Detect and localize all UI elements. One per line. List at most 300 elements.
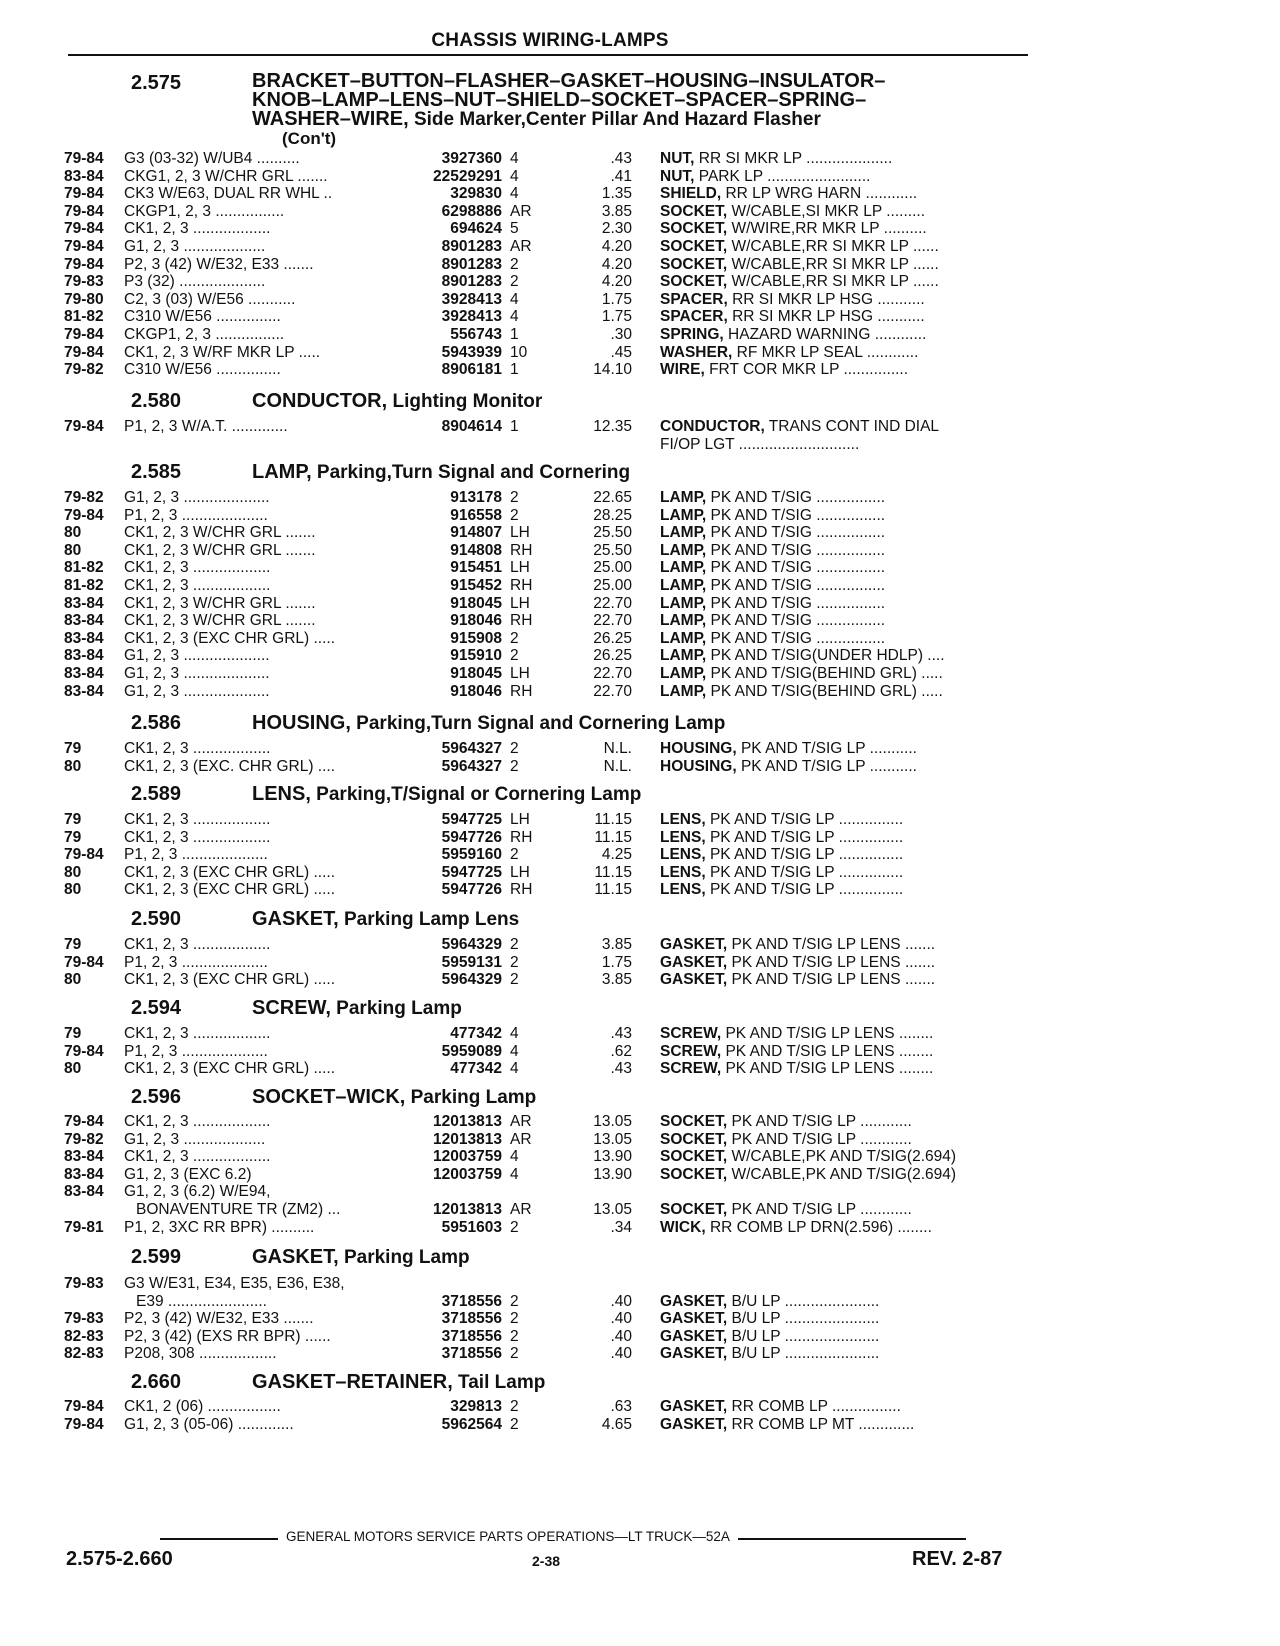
part-desc: PK AND T/SIG LP LENS ........ xyxy=(721,1025,934,1042)
revision: REV. 2-87 xyxy=(912,1548,1003,1570)
price: 25.50 xyxy=(593,524,632,542)
usage: G1, 2, 3 ................... xyxy=(124,238,266,255)
part-number: 329830 xyxy=(450,185,502,203)
price: .43 xyxy=(610,150,632,167)
list-item xyxy=(0,256,1280,274)
model-years: 81-82 xyxy=(64,308,104,326)
part-desc: B/U LP ...................... xyxy=(727,1292,880,1310)
section-title-bold: GASKET–RETAINER, xyxy=(252,1371,453,1393)
part-number: 477342 xyxy=(450,1060,502,1078)
price: 22.70 xyxy=(593,594,632,612)
quantity: 2 xyxy=(510,1345,519,1363)
part-name: SOCKET, xyxy=(660,273,728,291)
usage: CK1, 2, 3 .................. xyxy=(124,828,271,846)
footer-org: GENERAL MOTORS SERVICE PARTS OPERATIONS—LT TRUCK—52A xyxy=(286,1529,730,1544)
quantity: 5 xyxy=(510,220,519,238)
usage: P1, 2, 3 .................... xyxy=(124,1042,268,1060)
description xyxy=(660,1201,1020,1219)
section-title-desc: Parking Lamp Lens xyxy=(338,909,520,930)
description xyxy=(660,1166,1020,1184)
description xyxy=(660,881,1020,899)
part-name: SOCKET, xyxy=(660,1200,728,1218)
model-years: 80 xyxy=(64,757,82,775)
list-item xyxy=(0,846,1280,864)
price: 1.75 xyxy=(601,290,632,308)
part-name: GASKET, xyxy=(660,1327,728,1345)
section-title xyxy=(252,461,630,484)
model-years: 79-82 xyxy=(64,361,104,379)
part-name: GASKET, xyxy=(660,1415,728,1433)
part-name: SPACER, xyxy=(660,290,728,308)
part-desc: RR SI MKR LP HSG ........... xyxy=(727,308,925,326)
quantity: RH xyxy=(510,612,533,630)
part-desc: RR COMB LP MT ............. xyxy=(727,1415,915,1433)
section-title-bold: GASKET, xyxy=(252,908,339,930)
description xyxy=(660,612,1020,630)
part-name: CONDUCTOR, xyxy=(660,418,765,435)
usage: C310 W/E56 ............... xyxy=(124,308,281,326)
usage: P2, 3 (42) W/E32, E33 ....... xyxy=(124,1310,314,1327)
price: 14.10 xyxy=(593,361,632,379)
price: 13.05 xyxy=(593,1200,632,1218)
part-desc: RF MKR LP SEAL ............ xyxy=(732,343,919,361)
part-number: 8901283 xyxy=(441,238,502,255)
description xyxy=(660,577,1020,595)
part-name: SOCKET, xyxy=(660,238,728,255)
part-name: SOCKET, xyxy=(660,1113,728,1130)
section-title-desc: Parking Lamp xyxy=(405,1087,537,1108)
part-name: SOCKET, xyxy=(660,255,728,273)
quantity: 1 xyxy=(510,361,519,379)
model-years: 79-81 xyxy=(64,1219,104,1236)
list-item xyxy=(0,881,1280,899)
part-desc: PK AND T/SIG LP LENS ....... xyxy=(727,971,936,989)
quantity: 2 xyxy=(510,740,519,757)
quantity: 2 xyxy=(510,273,519,291)
part-name: WICK, xyxy=(660,1219,706,1236)
model-years: 79-84 xyxy=(64,1415,104,1433)
usage: BONAVENTURE TR (ZM2) ... xyxy=(136,1200,341,1218)
part-name: LAMP, xyxy=(660,524,707,542)
quantity: 2 xyxy=(510,971,519,989)
quantity: 2 xyxy=(510,629,519,647)
list-item xyxy=(0,577,1280,595)
model-years: 79-84 xyxy=(64,1042,104,1060)
list-item xyxy=(0,595,1280,613)
description xyxy=(660,273,1020,291)
usage: G1, 2, 3 .................... xyxy=(124,647,270,665)
part-desc: PK AND T/SIG(BEHIND GRL) ..... xyxy=(706,682,943,700)
list-item xyxy=(0,1060,1280,1078)
model-years: 82-83 xyxy=(64,1327,104,1345)
part-name: LENS, xyxy=(660,846,706,864)
section-number: 2.599 xyxy=(131,1246,182,1268)
quantity: 1 xyxy=(510,326,519,343)
part-number: 3718556 xyxy=(441,1327,502,1345)
model-years: 79-84 xyxy=(64,953,104,971)
header-rule xyxy=(68,54,1028,56)
part-desc: PK AND T/SIG ................ xyxy=(706,506,886,524)
description xyxy=(660,185,1020,203)
list-item xyxy=(0,1113,1280,1131)
part-number: 5962564 xyxy=(441,1415,502,1433)
part-number: 916558 xyxy=(450,506,502,524)
model-years: 83-84 xyxy=(64,647,104,665)
model-years: 79 xyxy=(64,828,82,846)
price: 12.35 xyxy=(593,418,632,435)
usage: CK1, 2, 3 .................. xyxy=(124,577,271,594)
quantity: 2 xyxy=(510,1415,519,1433)
model-years: 79 xyxy=(64,936,82,953)
price: 13.90 xyxy=(593,1148,632,1166)
part-desc: PK AND T/SIG ................ xyxy=(706,612,886,630)
price: 4.65 xyxy=(601,1415,632,1433)
part-desc: PK AND T/SIG LP ............... xyxy=(705,828,904,846)
price: .30 xyxy=(610,326,632,343)
model-years: 80 xyxy=(64,971,82,989)
list-item xyxy=(0,203,1280,221)
description xyxy=(660,308,1020,326)
part-desc: PK AND T/SIG LP ............ xyxy=(727,1113,912,1130)
description xyxy=(660,1025,1020,1043)
price: .45 xyxy=(610,343,632,361)
model-years: 79 xyxy=(64,1025,82,1042)
price: .63 xyxy=(610,1398,632,1415)
footer-range: 2.575-2.660 xyxy=(66,1548,173,1570)
quantity: 4 xyxy=(510,1042,519,1060)
section-title-desc: Lighting Monitor xyxy=(387,391,543,412)
part-desc: PK AND T/SIG ................ xyxy=(706,489,886,506)
part-desc: B/U LP ...................... xyxy=(727,1345,880,1363)
list-item xyxy=(0,1328,1280,1346)
list-item xyxy=(0,1131,1280,1149)
part-number: 5947725 xyxy=(441,863,502,881)
section-title-bold: LENS, xyxy=(252,783,311,805)
part-name: NUT, xyxy=(660,150,695,167)
section-number: 2.575 xyxy=(131,72,182,94)
description xyxy=(660,647,1020,665)
part-name: GASKET, xyxy=(660,1345,728,1363)
price: 3.85 xyxy=(601,971,632,989)
part-name: GASKET, xyxy=(660,1310,728,1327)
list-item xyxy=(0,542,1280,560)
part-number: 915451 xyxy=(450,559,502,577)
usage: P1, 2, 3 .................... xyxy=(124,953,268,971)
model-years: 79-83 xyxy=(64,273,104,291)
section-title-bold: SOCKET–WICK, xyxy=(252,1086,406,1108)
usage: C310 W/E56 ............... xyxy=(124,361,281,379)
price: 13.90 xyxy=(593,1165,632,1183)
part-name: LENS, xyxy=(660,828,706,846)
part-name: LAMP, xyxy=(660,541,707,559)
list-item xyxy=(0,418,1280,436)
part-number: 5951603 xyxy=(441,1219,502,1236)
list-item xyxy=(0,238,1280,256)
quantity: LH xyxy=(510,559,530,577)
description xyxy=(660,150,1020,168)
model-years: 79-84 xyxy=(64,506,104,524)
list-item xyxy=(0,936,1280,954)
model-years: 83-84 xyxy=(64,612,104,630)
model-years: 79-84 xyxy=(64,220,104,238)
part-name: WIRE, xyxy=(660,361,705,379)
description xyxy=(660,238,1020,256)
price: .41 xyxy=(610,167,632,185)
list-item xyxy=(0,954,1280,972)
model-years: 79-82 xyxy=(64,489,104,506)
quantity: 4 xyxy=(510,1165,519,1183)
price: 4.20 xyxy=(601,273,632,291)
quantity: 4 xyxy=(510,150,519,167)
quantity: 1 xyxy=(510,418,519,435)
description xyxy=(660,361,1020,379)
description xyxy=(660,559,1020,577)
part-name: LAMP, xyxy=(660,647,707,665)
model-years: 83-84 xyxy=(64,167,104,185)
model-years: 79 xyxy=(64,740,82,757)
list-item xyxy=(0,524,1280,542)
part-number: 3928413 xyxy=(441,290,502,308)
part-number: 5959131 xyxy=(441,953,502,971)
model-years: 82-83 xyxy=(64,1345,104,1363)
section-title-desc: Parking,T/Signal or Cornering Lamp xyxy=(310,784,642,805)
section-number: 2.585 xyxy=(131,461,182,483)
part-number: 5947725 xyxy=(441,811,502,828)
price: .43 xyxy=(610,1025,632,1042)
description xyxy=(660,489,1020,507)
part-number: 3928413 xyxy=(441,308,502,326)
model-years: 83-84 xyxy=(64,1183,104,1200)
section-title-desc: Parking Lamp xyxy=(338,1247,470,1268)
part-number: 8901283 xyxy=(441,255,502,273)
section-number: 2.596 xyxy=(131,1086,182,1108)
section-title xyxy=(252,997,462,1020)
price: .40 xyxy=(610,1310,632,1327)
part-desc: PK AND T/SIG LP ........... xyxy=(736,757,917,775)
usage: G1, 2, 3 .................... xyxy=(124,489,270,506)
part-name: GASKET, xyxy=(660,936,728,953)
part-desc: W/CABLE,SI MKR LP ......... xyxy=(727,202,926,220)
list-item xyxy=(0,971,1280,989)
part-name: SOCKET, xyxy=(660,1148,728,1166)
part-number: 915910 xyxy=(450,647,502,665)
part-desc: RR LP WRG HARN ............ xyxy=(721,185,918,203)
part-desc: W/WIRE,RR MKR LP .......... xyxy=(727,220,927,238)
part-desc: B/U LP ...................... xyxy=(727,1327,880,1345)
description xyxy=(660,683,1020,701)
price: 26.25 xyxy=(593,629,632,647)
part-desc: RR SI MKR LP .................... xyxy=(694,150,893,167)
model-years: 79-83 xyxy=(64,1275,104,1292)
section-heading-2575 xyxy=(252,72,952,148)
list-item xyxy=(0,1345,1280,1363)
list-item xyxy=(0,326,1280,344)
part-number: 3718556 xyxy=(441,1292,502,1310)
heading-bold: WASHER–WIRE, xyxy=(252,108,409,130)
list-item xyxy=(0,489,1280,507)
part-name: LENS, xyxy=(660,863,706,881)
section-title xyxy=(252,1086,536,1109)
model-years: 79-84 xyxy=(64,202,104,220)
model-years: 80 xyxy=(64,881,82,899)
part-number: 5959160 xyxy=(441,846,502,864)
usage: CK1, 2, 3 .................. xyxy=(124,1025,271,1042)
footer-org-line xyxy=(0,1529,1280,1547)
usage: C2, 3 (03) W/E56 ........... xyxy=(124,290,296,308)
part-number: 3927360 xyxy=(441,150,502,167)
part-desc: PK AND T/SIG LP ............... xyxy=(705,881,904,899)
part-number: 5947726 xyxy=(441,828,502,846)
usage: CK1, 2, 3 .................. xyxy=(124,936,271,953)
description xyxy=(660,811,1020,829)
part-number: 913178 xyxy=(450,489,502,506)
price: 4.25 xyxy=(601,846,632,864)
part-desc: PK AND T/SIG ................ xyxy=(706,594,886,612)
model-years: 81-82 xyxy=(64,559,104,577)
description xyxy=(660,1219,1020,1237)
section-title xyxy=(252,908,519,931)
quantity: 10 xyxy=(510,343,528,361)
list-item xyxy=(0,559,1280,577)
quantity: RH xyxy=(510,881,533,899)
list-item xyxy=(0,740,1280,758)
section-title-desc: Parking,Turn Signal and Cornering xyxy=(311,462,631,483)
section-number: 2.660 xyxy=(131,1371,182,1393)
part-number: 914808 xyxy=(450,541,502,559)
list-item-continued xyxy=(0,1293,1280,1311)
section-number: 2.589 xyxy=(131,783,182,805)
list-item xyxy=(0,665,1280,683)
page-number: 2-38 xyxy=(532,1553,561,1569)
quantity: 4 xyxy=(510,1148,519,1166)
quantity: RH xyxy=(510,828,533,846)
model-years: 79-84 xyxy=(64,238,104,255)
part-number: 5964327 xyxy=(441,740,502,757)
part-name: LAMP, xyxy=(660,612,707,630)
part-number: 477342 xyxy=(450,1025,502,1042)
section-title-bold: SCREW, xyxy=(252,997,331,1019)
part-number: 915908 xyxy=(450,629,502,647)
price: 11.15 xyxy=(594,828,632,846)
part-number: 12013813 xyxy=(433,1130,502,1148)
part-number: 329813 xyxy=(450,1398,502,1415)
part-name: LENS, xyxy=(660,881,706,899)
price: 22.65 xyxy=(593,489,632,506)
heading-desc: Side Marker,Center Pillar And Hazard Flasher xyxy=(408,109,821,130)
price: N.L. xyxy=(603,757,632,775)
part-number: 12003759 xyxy=(433,1148,502,1166)
section-title-desc: Tail Lamp xyxy=(452,1372,546,1393)
quantity: 2 xyxy=(510,1398,519,1415)
quantity: 2 xyxy=(510,1310,519,1327)
usage: CK1, 2, 3 .................. xyxy=(124,559,271,577)
section-number: 2.594 xyxy=(131,997,182,1019)
list-item xyxy=(0,1219,1280,1237)
part-name: LAMP, xyxy=(660,629,707,647)
part-name: LENS, xyxy=(660,811,706,828)
section-title xyxy=(252,1246,470,1269)
price: 25.50 xyxy=(593,541,632,559)
part-desc: PK AND T/SIG ................ xyxy=(706,541,886,559)
quantity: LH xyxy=(510,863,530,881)
usage: G1, 2, 3 (05-06) ............. xyxy=(124,1415,294,1433)
usage: CK3 W/E63, DUAL RR WHL .. xyxy=(124,185,333,203)
part-name: SOCKET, xyxy=(660,220,728,238)
price: 1.35 xyxy=(601,185,632,203)
part-name: LAMP, xyxy=(660,665,707,682)
part-number: 918046 xyxy=(450,682,502,700)
usage: CK1, 2, 3 W/CHR GRL ....... xyxy=(124,541,316,559)
usage: G1, 2, 3 .................... xyxy=(124,665,270,682)
usage: CK1, 2, 3 (EXC CHR GRL) ..... xyxy=(124,629,336,647)
usage: G3 W/E31, E34, E35, E36, E38, xyxy=(124,1275,345,1292)
part-name: GASKET, xyxy=(660,1292,728,1310)
part-number: 8906181 xyxy=(441,361,502,379)
usage: CK1, 2, 3 W/RF MKR LP ..... xyxy=(124,343,321,361)
part-name: LAMP, xyxy=(660,594,707,612)
price: 26.25 xyxy=(593,647,632,665)
part-desc: RR SI MKR LP HSG ........... xyxy=(727,290,925,308)
part-number: 5964329 xyxy=(441,936,502,953)
model-years: 80 xyxy=(64,541,82,559)
part-name: SCREW, xyxy=(660,1042,722,1060)
usage: CKGP1, 2, 3 ................ xyxy=(124,326,285,343)
list-item xyxy=(0,1183,1280,1201)
list-item xyxy=(0,1148,1280,1166)
list-item xyxy=(0,273,1280,291)
part-number: 8901283 xyxy=(441,273,502,291)
part-desc: PK AND T/SIG LP LENS ....... xyxy=(727,936,936,953)
list-item xyxy=(0,1025,1280,1043)
list-item xyxy=(0,1416,1280,1434)
usage: CKG1, 2, 3 W/CHR GRL ....... xyxy=(124,167,328,185)
heading-continued: (Con't) xyxy=(282,129,337,148)
list-item xyxy=(0,612,1280,630)
section-number: 2.586 xyxy=(131,712,182,734)
part-number: 22529291 xyxy=(433,167,502,185)
usage: CK1, 2, 3 .................. xyxy=(124,1148,271,1166)
price: 13.05 xyxy=(593,1130,632,1148)
model-years: 83-84 xyxy=(64,1165,104,1183)
usage: CK1, 2, 3 (EXC. CHR GRL) .... xyxy=(124,757,336,775)
quantity: AR xyxy=(510,1130,532,1148)
model-years: 80 xyxy=(64,863,82,881)
part-desc: W/CABLE,RR SI MKR LP ...... xyxy=(727,255,939,273)
section-title xyxy=(252,783,641,806)
model-years: 79-82 xyxy=(64,1130,104,1148)
part-number: 3718556 xyxy=(441,1310,502,1327)
part-desc: PK AND T/SIG ................ xyxy=(706,577,886,594)
price: 4.20 xyxy=(601,255,632,273)
usage: CK1, 2, 3 (EXC CHR GRL) ..... xyxy=(124,863,336,881)
description xyxy=(660,1043,1020,1061)
description xyxy=(660,1293,1020,1311)
part-desc: PARK LP ........................ xyxy=(694,167,871,185)
page-title: CHASSIS WIRING-LAMPS xyxy=(431,30,669,51)
quantity: 4 xyxy=(510,185,519,203)
part-desc: TRANS CONT IND DIAL xyxy=(764,418,940,435)
list-item xyxy=(0,1166,1280,1184)
part-number: 556743 xyxy=(450,326,502,343)
quantity: RH xyxy=(510,541,533,559)
list-item xyxy=(0,864,1280,882)
part-number: 5947726 xyxy=(441,881,502,899)
model-years: 83-84 xyxy=(64,629,104,647)
part-name: LAMP, xyxy=(660,489,707,506)
part-desc: PK AND T/SIG LP LENS ....... xyxy=(727,953,936,971)
list-item xyxy=(0,683,1280,701)
heading-line: KNOB–LAMP–LENS–NUT–SHIELD–SOCKET–SPACER–SPRING– xyxy=(252,89,867,111)
